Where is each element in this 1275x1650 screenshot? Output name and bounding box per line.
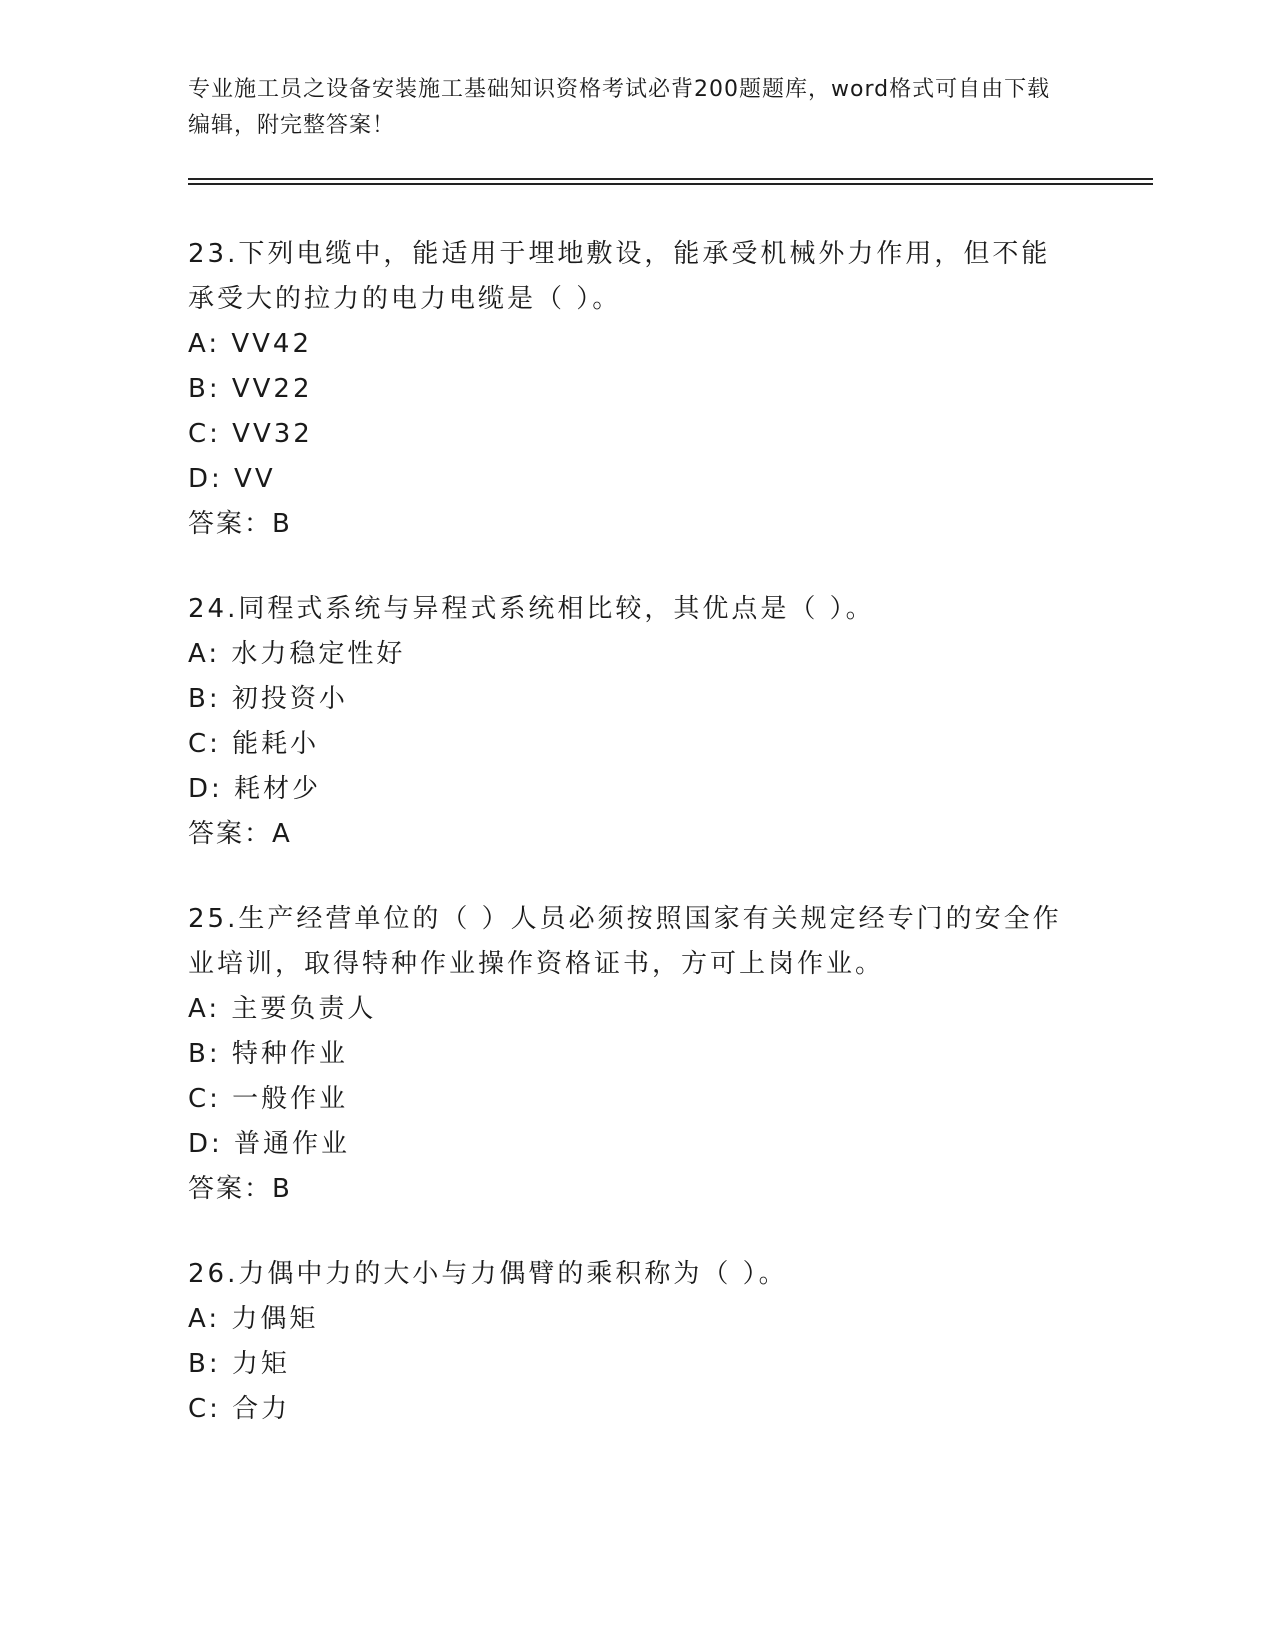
option-a: A: 水力稳定性好 [188,639,406,669]
question-25 [188,897,1068,1212]
question-23 [188,232,1068,547]
option-list [188,1297,1068,1432]
header-divider-top [188,178,1153,180]
option-c: C: 合力 [188,1394,291,1424]
option-a: A: VV42 [188,329,313,359]
question-26 [188,1252,1068,1432]
option-b: B: 初投资小 [188,684,348,714]
option-a: A: 力偶矩 [188,1304,319,1334]
option-c: C: VV32 [188,419,313,449]
option-c: C: 能耗小 [188,729,320,759]
option-b: B: VV22 [188,374,313,404]
option-list [188,987,1068,1167]
question-24 [188,587,1068,857]
answer-line: 答案：B [188,509,292,539]
option-b: B: 特种作业 [188,1039,348,1069]
question-stem: 25.生产经营单位的（ ）人员必须按照国家有关规定经专门的安全作业培训，取得特种作业操作资格证书，方可上岗作业。 [188,904,1062,979]
option-list [188,322,1068,502]
answer-line: 答案：B [188,1174,292,1204]
question-list [188,232,1068,1472]
option-a: A: 主要负责人 [188,994,377,1024]
question-stem: 23.下列电缆中，能适用于埋地敷设，能承受机械外力作用，但不能承受大的拉力的电力电缆是（ ）。 [188,239,1051,314]
option-d: D: VV [188,464,276,494]
answer-line: 答案：A [188,819,292,849]
option-d: D: 普通作业 [188,1129,351,1159]
document-header: 专业施工员之设备安装施工基础知识资格考试必背200题题库，word格式可自由下载编辑，附完整答案！ [188,77,1051,138]
question-stem: 26.力偶中力的大小与力偶臂的乘积称为（ ）。 [188,1259,788,1289]
option-d: D: 耗材少 [188,774,322,804]
header-divider-bottom [188,183,1153,185]
question-stem: 24.同程式系统与异程式系统相比较，其优点是（ ）。 [188,594,875,624]
option-list [188,632,1068,812]
option-b: B: 力矩 [188,1349,290,1379]
option-c: C: 一般作业 [188,1084,349,1114]
